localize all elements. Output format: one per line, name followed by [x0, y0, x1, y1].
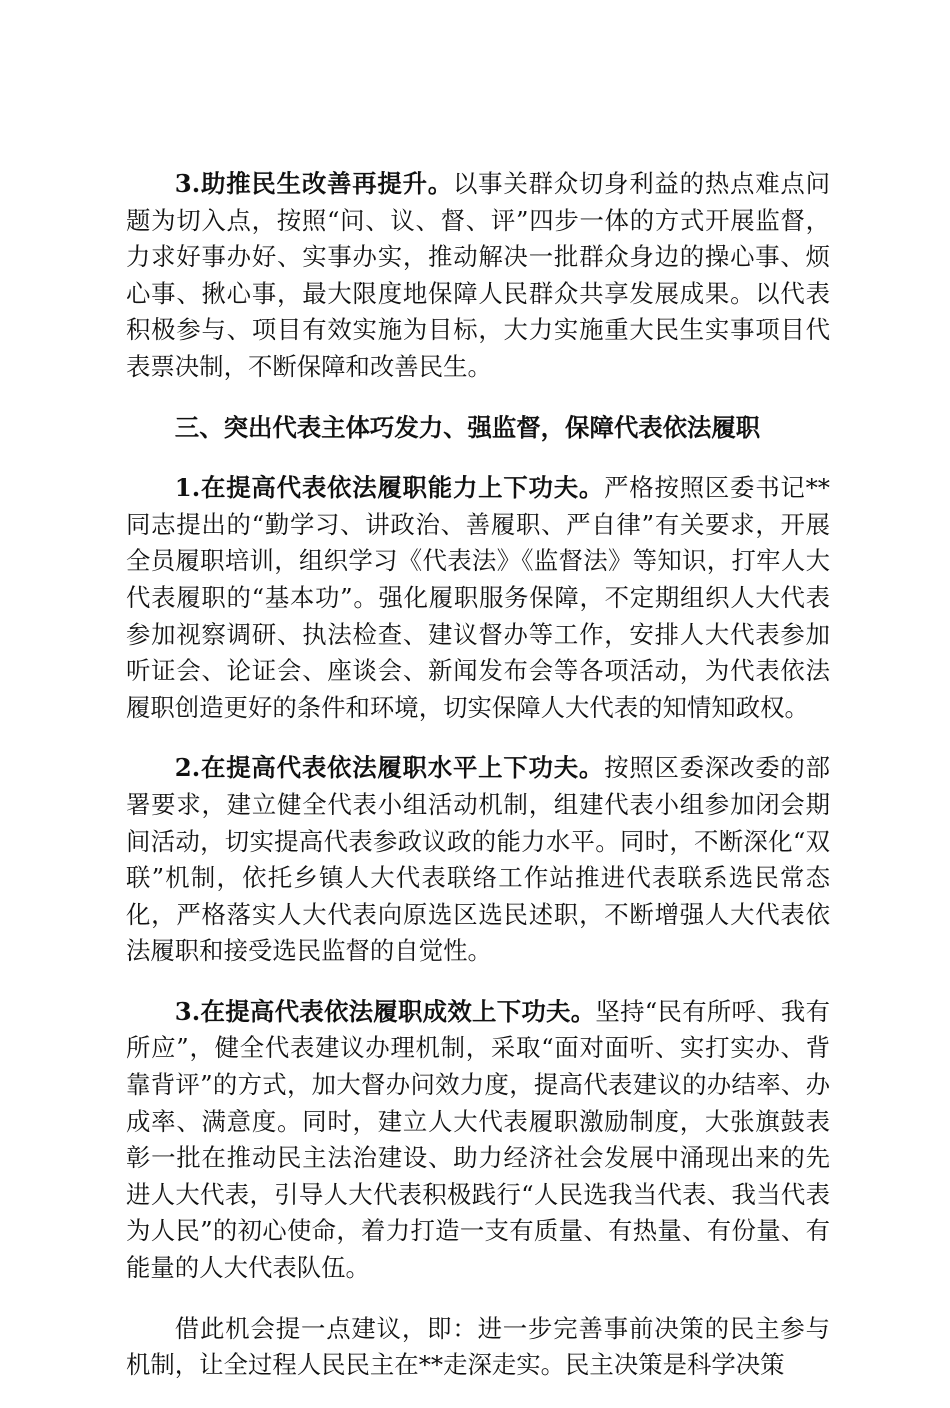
paragraph-suggestion — [126, 1311, 830, 1384]
paragraph-text: 借此机会提一点建议，即：进一步完善事前决策的民主参与机制，让全过程人民民主在**走深走实。民主决策是科学决策 — [126, 1313, 830, 1380]
paragraph-capability — [126, 470, 830, 726]
paragraph-lead: 3.在提高代表依法履职成效上下功夫。 — [174, 996, 596, 1026]
document-body — [126, 166, 830, 1408]
paragraph-lead: 2.在提高代表依法履职水平上下功夫。 — [174, 753, 605, 783]
section-heading-three — [126, 410, 830, 447]
section-title: 三、突出代表主体巧发力、强监督，保障代表依法履职 — [174, 412, 761, 442]
paragraph-text: 按照区委深改委的部署要求，建立健全代表小组活动机制，组建代表小组参加闭会期间活动，切实提高代表参政议政的能力水平。同时，不断深化“双联”机制，依托乡镇人大代表联络工作站推进代表联系选民常态化，严格落实人大代表向原选区选民述职，不断增强人大代表依法履职和接受选民监督的自觉性。 — [126, 753, 830, 966]
paragraph-lead: 1.在提高代表依法履职能力上下功夫。 — [174, 473, 605, 503]
paragraph-text: 坚持“民有所呼、我有所应”，健全代表建议办理机制，采取“面对面听、实打实办、背靠背评”的方式，加大督办问效力度，提高代表建议的办结率、办成率、满意度。同时，建立人大代表履职激励制度，大张旗鼓表彰一批在推动民主法治建设、助力经济社会发展中涌现出来的先进人大代表，引导人大代表积极践行“人民选我当代表、我当代表为人民”的初心使命，着力打造一支有质量、有热量、有份量、有能量的人大代表队伍。 — [126, 996, 830, 1283]
paragraph-effectiveness — [126, 994, 830, 1287]
paragraph-text: 以事关群众切身利益的热点难点问题为切入点，按照“问、议、督、评”四步一体的方式开展监督，力求好事办好、实事办实，推动解决一批群众身边的操心事、烦心事、揪心事，最大限度地保障人民群众共享发展成果。以代表积极参与、项目有效实施为目标，大力实施重大民生实事项目代表票决制，不断保障和改善民生。 — [126, 169, 830, 381]
paragraph-level — [126, 750, 830, 970]
paragraph-lead: 3.助推民生改善再提升。 — [174, 169, 453, 198]
paragraph-livelihood-improvement — [126, 166, 830, 386]
paragraph-text: 严格按照区委书记**同志提出的“勤学习、讲政治、善履职、严自律”有关要求，开展全员履职培训，组织学习《代表法》《监督法》等知识，打牢人大代表履职的“基本功”。强化履职服务保障，不定期组织人大代表参加视察调研、执法检查、建议督办等工作，安排人大代表参加听证会、论证会、座谈会、新闻发布会等各项活动，为代表依法履职创造更好的条件和环境，切实保障人大代表的知情知政权。 — [126, 473, 830, 722]
